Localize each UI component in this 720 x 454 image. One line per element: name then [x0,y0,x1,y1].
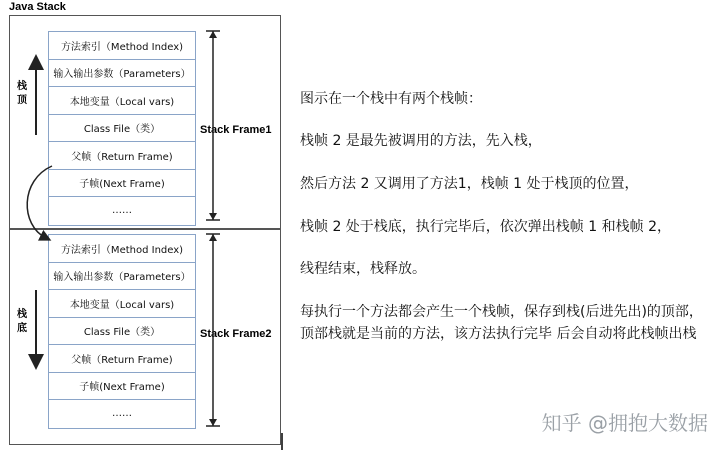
frame-1-slot: 父帧（Return Frame) [49,142,195,170]
explanation-line-2: 栈帧 2 是最先被调用的方法，先入栈， [300,133,542,149]
frame-2-slot: 方法索引（Method Index) [49,235,195,263]
explanation-line-1: 图示在一个栈中有两个栈帧： [300,91,482,107]
source-watermark: 知乎 @拥抱大数据 [541,411,708,435]
frame-1-slot: …… [112,205,132,217]
frame-1-slot: 输入输出参数（Parameters） [49,60,195,88]
explanation-paragraph: 每执行一个方法都会产生一个栈帧，保存到栈(后进先出)的顶部，顶部栈就是当前的方法，该方法执行完毕 后会自动将此栈帧出栈 [300,304,703,342]
frame-1-slot: Class File（类） [49,115,195,143]
frame-2-slot: …… [112,408,132,420]
frame-2-label: Stack Frame2 [200,328,272,340]
stack-bottom-label: 栈底 [17,309,27,334]
explanation-line-3: 然后方法 2 又调用了方法1，栈帧 1 处于栈顶的位置， [300,176,639,192]
frame-2-slot: 输入输出参数（Parameters） [49,263,195,291]
explanation-line-4: 栈帧 2 处于栈底，执行完毕后，依次弹出栈帧 1 和栈帧 2， [300,219,671,235]
frame-1-slot: 本地变量（Local vars) [49,87,195,115]
frame-2-slot: 父帧（Return Frame) [49,345,195,373]
frame-1-label: Stack Frame1 [200,124,272,136]
frame-2-slot: 本地变量（Local vars) [49,290,195,318]
frame-1-slot: 方法索引（Method Index) [49,32,195,60]
stack-top-label: 栈顶 [17,81,27,106]
return-frame-arrow [27,166,52,238]
frame-1-slot: 子帧(Next Frame) [49,170,195,198]
explanation-line-5: 线程结束，栈释放。 [300,261,426,277]
frame-2-slot: 子帧(Next Frame) [49,373,195,401]
frame-2-slot: Class File（类） [49,318,195,346]
diagram-title: Java Stack [9,1,66,13]
